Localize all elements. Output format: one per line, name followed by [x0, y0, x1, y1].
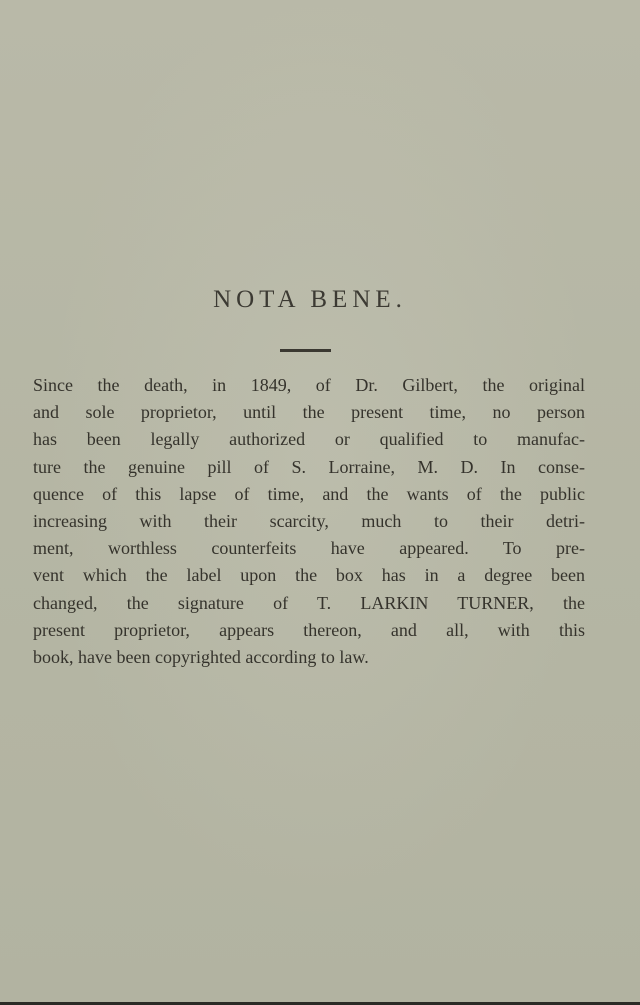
notice-paragraph [33, 372, 585, 671]
paragraph-line: present proprietor, appears thereon, and all, with this [33, 619, 585, 640]
paragraph-line: changed, the signature of T. LARKIN TURNER, the [33, 592, 585, 613]
paragraph-line: book, have been copyrighted according to law. [33, 647, 369, 668]
paragraph-line: ment, worthless counterfeits have appeared. To pre- [33, 538, 585, 559]
paragraph-line: has been legally authorized or qualified to manufac- [33, 429, 585, 450]
paragraph-line: ture the genuine pill of S. Lorraine, M. D. In conse- [33, 456, 585, 477]
heading-rule [280, 349, 331, 352]
paragraph-line: vent which the label upon the box has in a degree been [33, 565, 585, 586]
paragraph-line: Since the death, in 1849, of Dr. Gilbert, the original [33, 375, 585, 395]
paragraph-line: quence of this lapse of time, and the wants of the public [33, 483, 585, 504]
paragraph-line: increasing with their scarcity, much to their detri- [33, 511, 585, 532]
paragraph-line: and sole proprietor, until the present time, no person [33, 402, 585, 423]
page-heading: NOTA BENE. [213, 286, 407, 313]
